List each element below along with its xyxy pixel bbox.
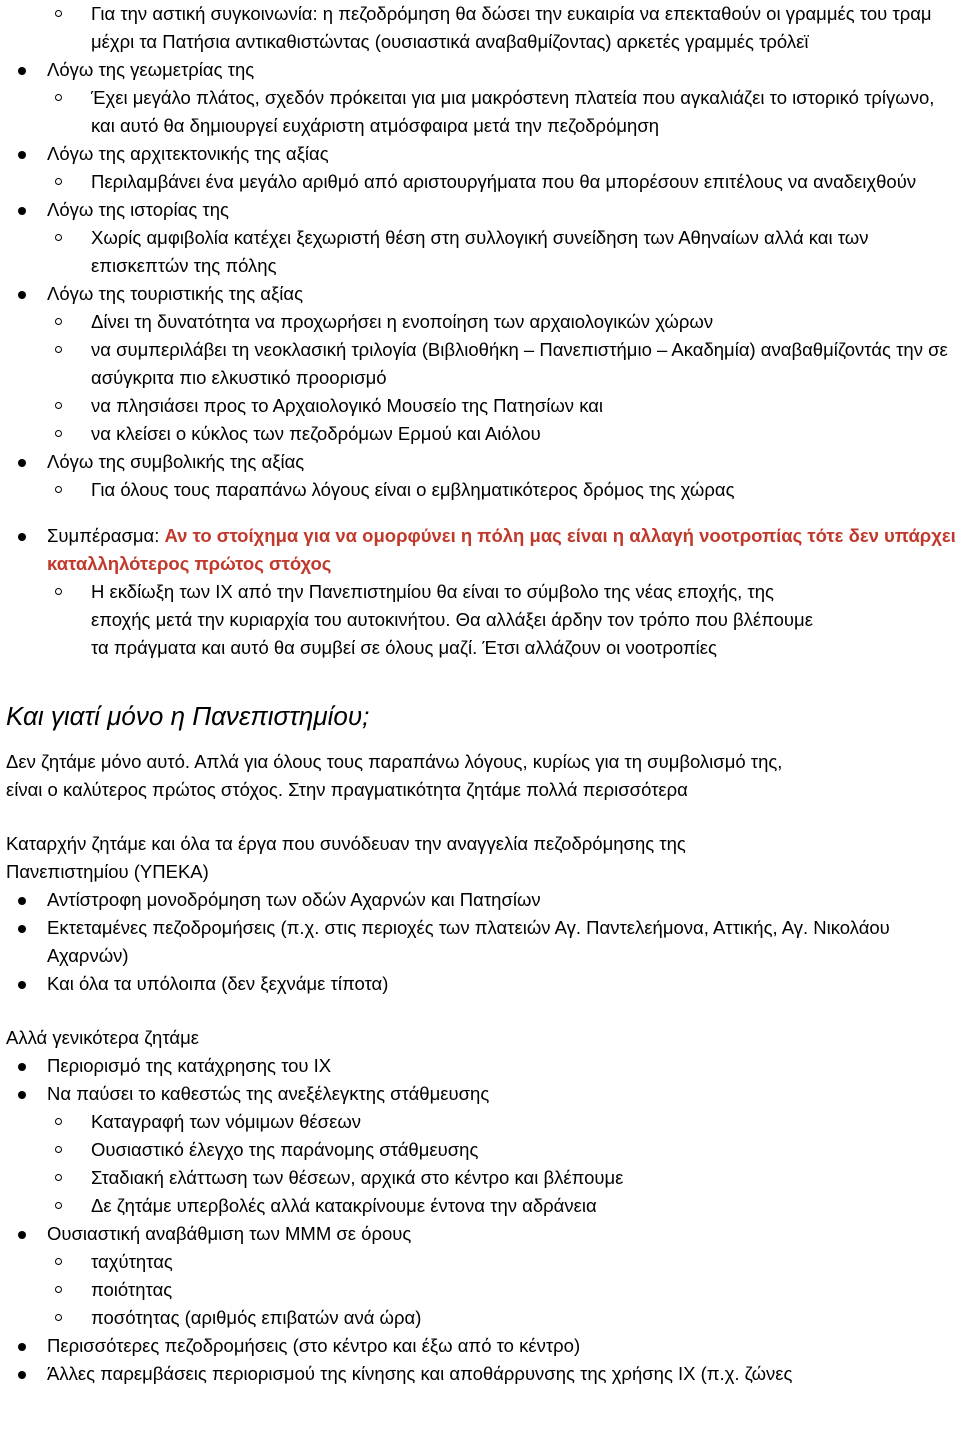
list-item: [0, 1332, 960, 1360]
list-item: [0, 1360, 960, 1388]
paragraph: [0, 748, 960, 804]
circle-bullet-icon: [55, 1146, 62, 1153]
list-item: [0, 196, 960, 224]
circle-bullet-icon: [55, 1174, 62, 1181]
list-item: [0, 1136, 960, 1164]
disc-bullet-icon: [18, 981, 26, 989]
circle-bullet-icon: [55, 588, 62, 595]
list-item-text: Δίνει τη δυνατότητα να προχωρήσει η ενοποίηση των αρχαιολογικών χώρων: [91, 311, 714, 332]
list-item-text: Περιορισμό της κατάχρησης του ΙΧ: [47, 1055, 332, 1076]
conclusion-item: [0, 522, 960, 578]
disc-bullet-icon: [18, 1231, 26, 1239]
list-item: [0, 1276, 960, 1304]
list-item-text: ποσότητας (αριθμός επιβατών ανά ώρα): [91, 1307, 422, 1328]
list-item: [0, 476, 960, 504]
list-item: [0, 1052, 960, 1080]
list-item-text: Αντίστροφη μονοδρόμηση των οδών Αχαρνών και Πατησίων: [47, 889, 541, 910]
list-item-text: Έχει μεγάλο πλάτος, σχεδόν πρόκειται για μια μακρόστενη πλατεία που αγκαλιάζει το ιστορικό τρίγωνο, και αυτό θα δημιουργεί ευχάριστη ατμόσφαιρα μετά την πεζοδρόμηση: [91, 87, 935, 136]
paragraph: Αλλά γενικότερα ζητάμε: [6, 1027, 199, 1048]
disc-bullet-icon: [18, 1063, 26, 1071]
list-item-text: Να παύσει το καθεστώς της ανεξέλεγκτης στάθμευσης: [47, 1083, 490, 1104]
list-item-text: Χωρίς αμφιβολία κατέχει ξεχωριστή θέση στη συλλογική συνείδηση των Αθηναίων αλλά και των επισκεπτών της πόλης: [91, 227, 869, 276]
list-item: [0, 1304, 960, 1332]
disc-bullet-icon: [18, 897, 26, 905]
circle-bullet-icon: [55, 94, 62, 101]
conclusion-sub-line: Η εκδίωξη των ΙΧ από την Πανεπιστημίου θα είναι το σύμβολο της νέας εποχής, της: [91, 581, 774, 602]
list-item-text: να πλησιάσει προς το Αρχαιολογικό Μουσείο της Πατησίων και: [91, 395, 604, 416]
list-item-text: Ουσιαστικό έλεγχο της παράνομης στάθμευσης: [91, 1139, 479, 1160]
circle-bullet-icon: [55, 1202, 62, 1209]
list-item-text: Και όλα τα υπόλοιπα (δεν ξεχνάμε τίποτα): [47, 973, 389, 994]
disc-bullet-icon: [18, 459, 26, 467]
list-item-text: Λόγω της αρχιτεκτονικής της αξίας: [47, 143, 329, 164]
list-item-text: Καταγραφή των νόμιμων θέσεων: [91, 1111, 362, 1132]
disc-bullet-icon: [18, 1343, 26, 1351]
conclusion-sub-line: εποχής μετά την κυριαρχία του αυτοκινήτου. Θα αλλάξει άρδην τον τρόπο που βλέπουμε: [91, 609, 813, 630]
list-item: [0, 970, 960, 998]
circle-bullet-icon: [55, 1258, 62, 1265]
list-item-text: Λόγω της ιστορίας της: [47, 199, 229, 220]
circle-bullet-icon: [55, 178, 62, 185]
list-section-1: [0, 0, 960, 504]
list-item: [0, 1220, 960, 1248]
disc-bullet-icon: [18, 925, 26, 933]
list-item: [0, 392, 960, 420]
list-item-text: να συμπεριλάβει τη νεοκλασική τριλογία (Βιβλιοθήκη – Πανεπιστήμιο – Ακαδημία) αναβαθμίζοντάς την σε ασύγκριτα πιο ελκυστικό προορισμό: [91, 339, 948, 388]
disc-bullet-icon: [18, 291, 26, 299]
list-item: [0, 886, 960, 914]
circle-bullet-icon: [55, 1286, 62, 1293]
list-item: [0, 1192, 960, 1220]
circle-bullet-icon: [55, 1118, 62, 1125]
list-item-text: ποιότητας: [91, 1279, 173, 1300]
list-item-text: Σταδιακή ελάττωση των θέσεων, αρχικά στο κέντρο και βλέπουμε: [91, 1167, 624, 1188]
circle-bullet-icon: [55, 402, 62, 409]
paragraph-line: Καταρχήν ζητάμε και όλα τα έργα που συνόδευαν την αναγγελία πεζοδρόμησης της: [6, 833, 686, 854]
circle-bullet-icon: [55, 486, 62, 493]
paragraph-line: Δεν ζητάμε μόνο αυτό. Απλά για όλους τους παραπάνω λόγους, κυρίως για τη συμβολισμό της,: [6, 751, 783, 772]
list-item-text: Περιλαμβάνει ένα μεγάλο αριθμό από αριστουργήματα που θα μπορέσουν επιτέλους να αναδειχθούν: [91, 171, 917, 192]
paragraph-line: Πανεπιστημίου (ΥΠΕΚΑ): [6, 861, 209, 882]
conclusion-section: [0, 522, 960, 662]
list-item: [0, 84, 960, 140]
disc-bullet-icon: [18, 151, 26, 159]
circle-bullet-icon: [55, 346, 62, 353]
list-item: [0, 140, 960, 168]
list-item: [0, 0, 960, 56]
list-item: [0, 448, 960, 476]
list-item: [0, 308, 960, 336]
circle-bullet-icon: [55, 430, 62, 437]
paragraph: [0, 830, 960, 886]
list-item: [0, 420, 960, 448]
list-section-2: [0, 886, 960, 998]
list-item: [0, 1080, 960, 1108]
list-item: [0, 56, 960, 84]
list-item: [0, 224, 960, 280]
list-item: [0, 336, 960, 392]
list-item: [0, 280, 960, 308]
list-item-text: Για την αστική συγκοινωνία: η πεζοδρόμηση θα δώσει την ευκαιρία να επεκταθούν οι γραμμές του τραμ μέχρι τα Πατήσια αντικαθιστώντας (ουσιαστικά αναβαθμίζοντας) αρκετές γραμμές τρόλεϊ: [91, 3, 932, 52]
list-item-text: Για όλους τους παραπάνω λόγους είναι ο εμβληματικότερος δρόμος της χώρας: [91, 479, 735, 500]
list-item-text: Λόγω της τουριστικής της αξίας: [47, 283, 304, 304]
list-item: [0, 1248, 960, 1276]
list-item-text: Δε ζητάμε υπερβολές αλλά κατακρίνουμε έντονα την αδράνεια: [91, 1195, 597, 1216]
disc-bullet-icon: [18, 1371, 26, 1379]
conclusion-sub-line: τα πράγματα και αυτό θα συμβεί σε όλους μαζί. Έτσι αλλάζουν οι νοοτροπίες: [91, 637, 717, 658]
disc-bullet-icon: [18, 207, 26, 215]
conclusion-prefix: Συμπέρασμα:: [47, 525, 165, 546]
list-item-text: να κλείσει ο κύκλος των πεζοδρόμων Ερμού και Αιόλου: [91, 423, 541, 444]
list-section-3: [0, 1052, 960, 1388]
circle-bullet-icon: [55, 318, 62, 325]
disc-bullet-icon: [18, 533, 26, 541]
list-item: [0, 1108, 960, 1136]
section-heading: Και γιατί μόνο η Πανεπιστημίου;: [6, 701, 370, 731]
list-item-text: Λόγω της συμβολικής της αξίας: [47, 451, 305, 472]
disc-bullet-icon: [18, 1091, 26, 1099]
conclusion-bold-text: Αν το στοίχημα για να ομορφύνει η πόλη μας είναι η αλλαγή νοοτροπίας τότε δεν υπάρχει καταλληλότερος πρώτος στόχος: [47, 525, 956, 574]
circle-bullet-icon: [55, 234, 62, 241]
list-item-text: Εκτεταμένες πεζοδρομήσεις (π.χ. στις περιοχές των πλατειών Αγ. Παντελεήμονα, Αττικής, Αγ. Νικολάου Αχαρνών): [47, 917, 890, 966]
disc-bullet-icon: [18, 67, 26, 75]
list-item-text: Ουσιαστική αναβάθμιση των ΜΜΜ σε όρους: [47, 1223, 412, 1244]
list-item: [0, 1164, 960, 1192]
list-item-text: ταχύτητας: [91, 1251, 173, 1272]
list-item-text: Λόγω της γεωμετρίας της: [47, 59, 255, 80]
list-item-text: Άλλες παρεμβάσεις περιορισμού της κίνησης και αποθάρρυνσης της χρήσης ΙΧ (π.χ. ζώνες: [47, 1363, 793, 1384]
conclusion-subitem: [0, 578, 960, 662]
paragraph-line: είναι ο καλύτερος πρώτος στόχος. Στην πραγματικότητα ζητάμε πολλά περισσότερα: [6, 779, 688, 800]
list-item: [0, 168, 960, 196]
circle-bullet-icon: [55, 10, 62, 17]
list-item-text: Περισσότερες πεζοδρομήσεις (στο κέντρο και έξω από το κέντρο): [47, 1335, 581, 1356]
list-item: [0, 914, 960, 970]
circle-bullet-icon: [55, 1314, 62, 1321]
